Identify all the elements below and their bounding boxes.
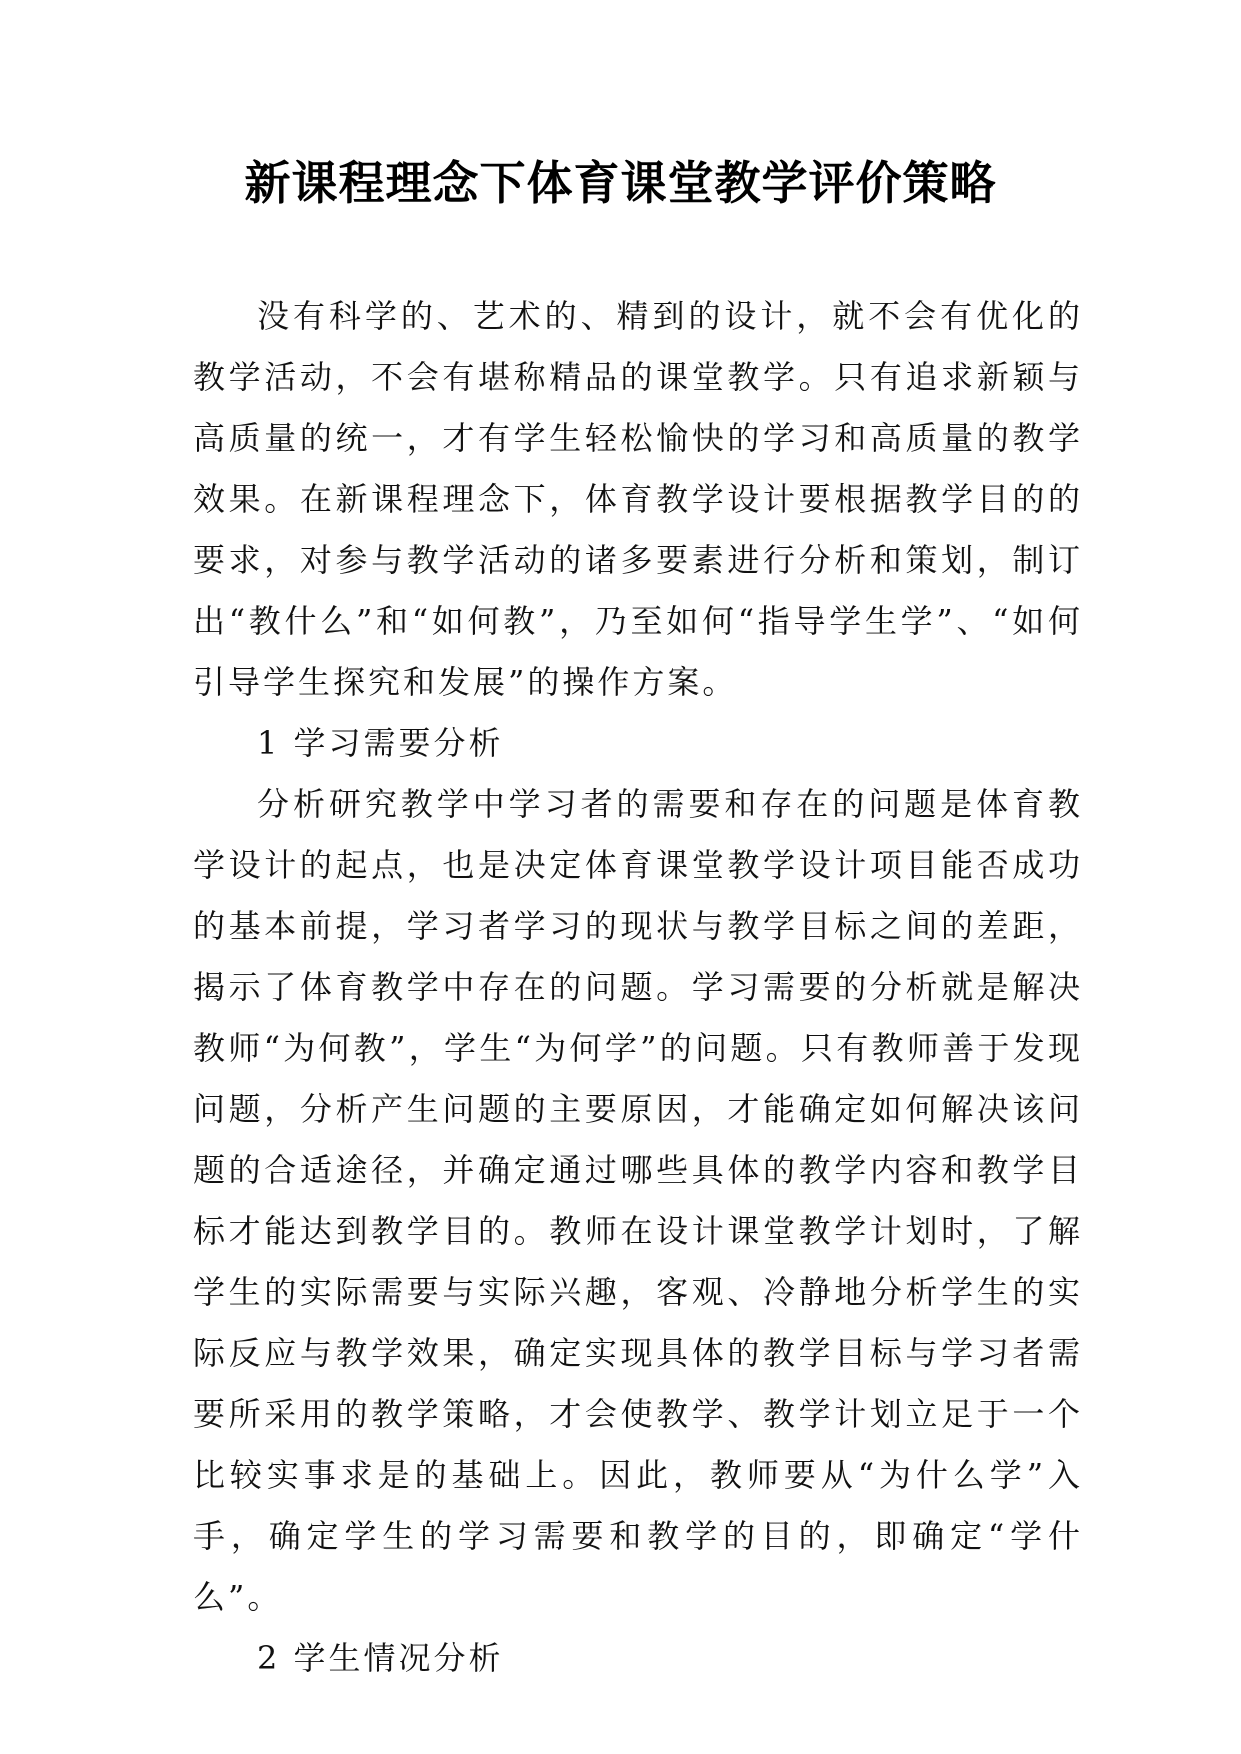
section-heading-1: 1 学习需要分析 bbox=[257, 724, 504, 762]
document-title: 新课程理念下体育课堂教学评价策略 bbox=[244, 156, 997, 210]
paragraph-intro: 没有科学的、艺术的、精到的设计，就不会有优化的教学活动，不会有堪称精品的课堂教学。只有追求新颖与高质量的统一，才有学生轻松愉快的学习和高质量的教学效果。在新课程理念下，体育教学设计要根据教学目的的要求，对参与教学活动的诸多要素进行分析和策划，制订出“教什么”和“如何教”，乃至如何“指导学生学”、“如何引导学生探究和发展”的操作方案。 bbox=[193, 297, 1083, 701]
section-heading-2: 2 学生情况分析 bbox=[257, 1639, 504, 1677]
paragraph-learning-needs: 分析研究教学中学习者的需要和存在的问题是体育教学设计的起点，也是决定体育课堂教学设计项目能否成功的基本前提，学习者学习的现状与教学目标之间的差距，揭示了体育教学中存在的问题。学习需要的分析就是解决教师“为何教”，学生“为何学”的问题。只有教师善于发现问题，分析产生问题的主要原因，才能确定如何解决该问题的合适途径，并确定通过哪些具体的教学内容和教学目标才能达到教学目的。教师在设计课堂教学计划时，了解学生的实际需要与实际兴趣，客观、冷静地分析学生的实际反应与教学效果，确定实现具体的教学目标与学习者需要所采用的教学策略，才会使教学、教学计划立足于一个比较实事求是的基础上。因此，教师要从“为什么学”入手，确定学生的学习需要和教学的目的，即确定“学什么”。 bbox=[193, 785, 1083, 1616]
document-body bbox=[193, 286, 1083, 1689]
